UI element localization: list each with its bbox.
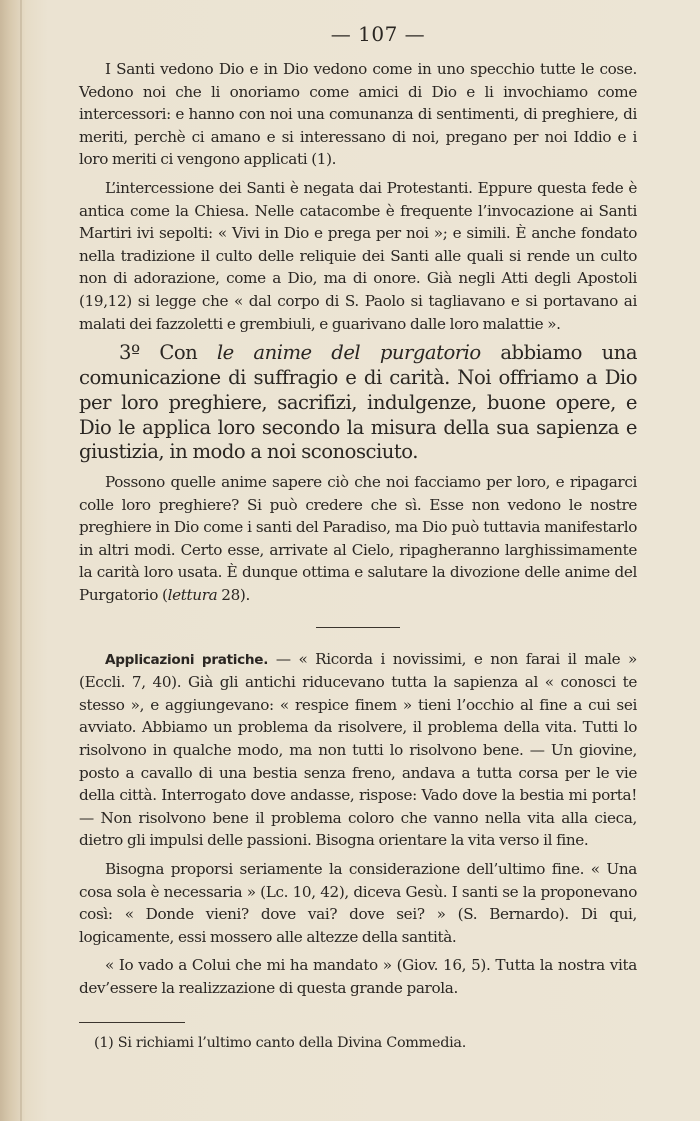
applications-section [79,648,637,1000]
paragraph-io-vado: « Io vado a Colui che mi ha mandato » (Giov. 16, 5). Tutta la nostra vita dev’essere la realizzazione di questa grande parola. [79,956,637,997]
purgatory-detail [79,471,637,607]
section-divider [316,627,400,628]
paragraph-last-end: Bisogna proporsi seriamente la considerazione dell’ultimo fine. « Una cosa sola è necessaria » (Lc. 10, 42), diceva Gesù. I santi se la proponevano così: « Donde vieni? dove vai? dove sei? » (S. Bernardo). Di qui, logicamente, essi mossero alle altezze della santità. [79,860,637,946]
applications-text: — « Ricorda i novissimi, e non farai il male » (Eccli. 7, 40). Già gli antichi riducevano tutta la sapienza al « conosci te stesso », e aggiungevano: « respice finem » tieni l’occhio al fine a cui sei avviato. Abbiamo un problema da risolvere, il problema della vita. Tutti lo risolvono in qualche modo, ma non tutti lo risolvono bene. — Un giovine, posto a cavallo di una bestia senza freno, andava a tutta corsa per le vie della città. Interrogato dove andasse, rispose: Vado dove la bestia mi porta! — Non risolvono bene il problema coloro che vanno nella vita alla cieca, dietro gli impulsi delle passioni. Bisogna orientare la vita verso il fine. [79,649,637,850]
paragraph-saints-vision: I Santi vedono Dio e in Dio vedono come in uno specchio tutte le cose. Vedono noi che li onoriamo come amici di Dio e li invochiamo come intercessori: e hanno con noi una comunanza di sentimenti, di preghiere, di meriti, perchè ci amano e si interessano di noi, pregano per noi Iddio e i loro meriti ci vengono applicati (1). [79,60,637,169]
purgatory-heading-paragraph [79,341,637,465]
page-gutter [20,0,22,1121]
section-number: 3º Con [119,341,217,365]
paragraph-intercession: L’intercessione dei Santi è negata dai Protestanti. Eppure questa fede è antica come la Chiesa. Nelle catacombe è frequente l’invocazione ai Santi Martiri ivi sepolti: « Vivi in Dio e prega per noi »; e simili. È anche fondato nella tradizione il culto delle reliquie dei Santi alle quali si rende un culto non di adorazione, come a Dio, ma di onore. Già negli Atti degli Apostoli (19,12) si legge che « dal corpo di S. Paolo si tagliavano e si portavano ai malati dei fazzoletti e grembiuli, e guarivano dalle loro malattie ». [79,178,637,333]
footnote-divider [79,1022,185,1023]
italic-phrase: le anime del purgatorio [216,341,481,365]
page-content [79,22,637,1053]
reading-number: 28). [217,586,250,605]
reading-reference: lettura [167,586,218,605]
purgatory-text: abbiamo una comunicazione di suffragio e di carità. Noi offriamo a Dio per loro preghiere, sacrifizi, indulgenze, buone opere, e Dio le applica loro secondo la misura della sua sapienza e giustizia, in modo a noi sconosciuto. [79,341,638,464]
purgatory-detail-text: Possono quelle anime sapere ciò che noi facciamo per loro, e ripagarci colle loro preghiere? Si può credere che sì. Esse non vedono le nostre preghiere in Dio come i santi del Paradiso, ma Dio può tuttavia manifestarlo in altri modi. Certo esse, arrivate al Cielo, ripagheranno larghissimamente la carità loro usata. È dunque ottima e salutare la divozione delle anime del Purgatorio ( [79,473,637,605]
footnote: (1) Si richiami l’ultimo canto della Divina Commedia. [94,1034,466,1051]
page-number: — 107 — [330,22,426,46]
applications-heading: Applicazioni pratiche. [105,651,269,668]
saints-section [79,58,637,335]
